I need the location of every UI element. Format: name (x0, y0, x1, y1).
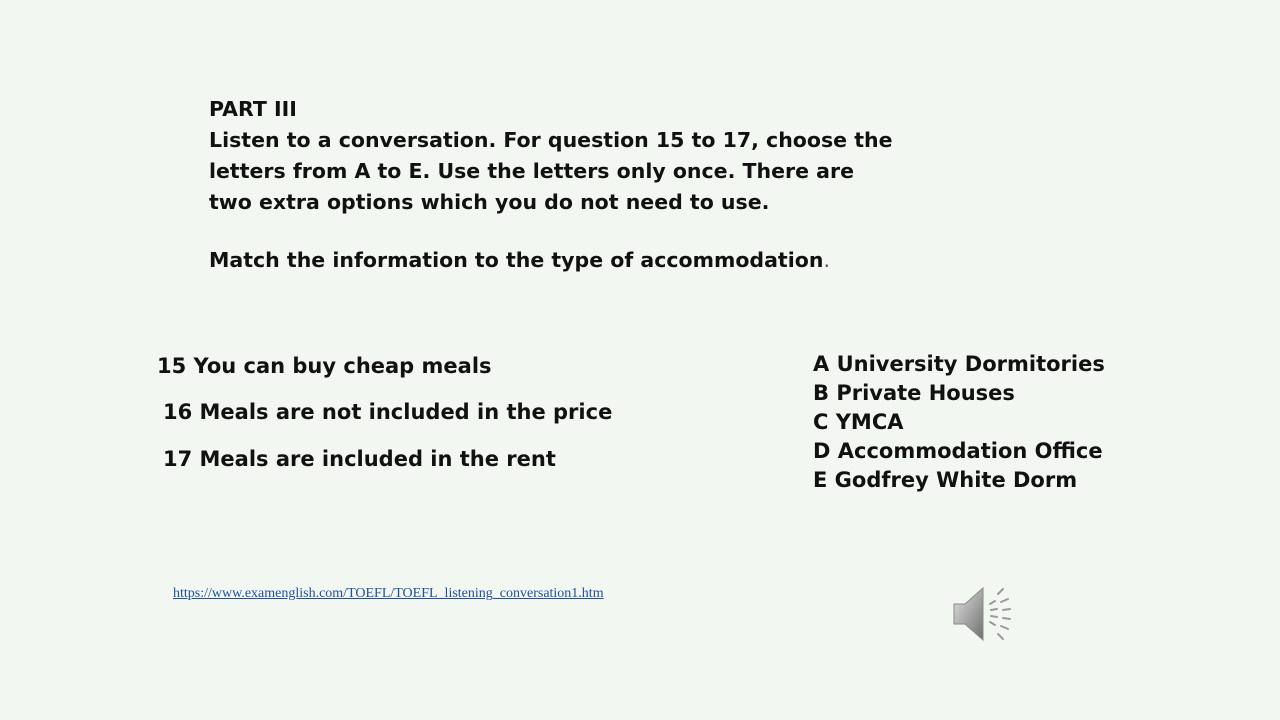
option-list (813, 350, 1105, 495)
question-16: 16 Meals are not included in the price (163, 400, 613, 424)
question-15: 15 You can buy cheap meals (157, 354, 492, 378)
instructions-block (209, 94, 893, 276)
option-e: E Godfrey White Dorm (813, 468, 1078, 492)
option-d: D Accommodation Office (813, 439, 1103, 463)
option-a: A University Dormitories (813, 352, 1105, 376)
question-17: 17 Meals are included in the rent (163, 447, 556, 471)
instruction-line: two extra options which you do not need to use. (209, 190, 770, 214)
match-instruction-period: . (823, 248, 830, 272)
part-title: PART III (209, 97, 297, 121)
instruction-line: Listen to a conversation. For question 15 to 17, choose the (209, 128, 893, 152)
source-link[interactable]: https://www.examenglish.com/TOEFL/TOEFL_listening_conversation1.htm (173, 586, 604, 601)
speaker-icon[interactable] (948, 582, 1018, 646)
instruction-line: letters from A to E. Use the letters only once. There are (209, 159, 854, 183)
option-c: C YMCA (813, 410, 904, 434)
option-b: B Private Houses (813, 381, 1015, 405)
match-instruction-text: Match the information to the type of accommodation (209, 248, 824, 272)
match-instruction (209, 245, 830, 276)
